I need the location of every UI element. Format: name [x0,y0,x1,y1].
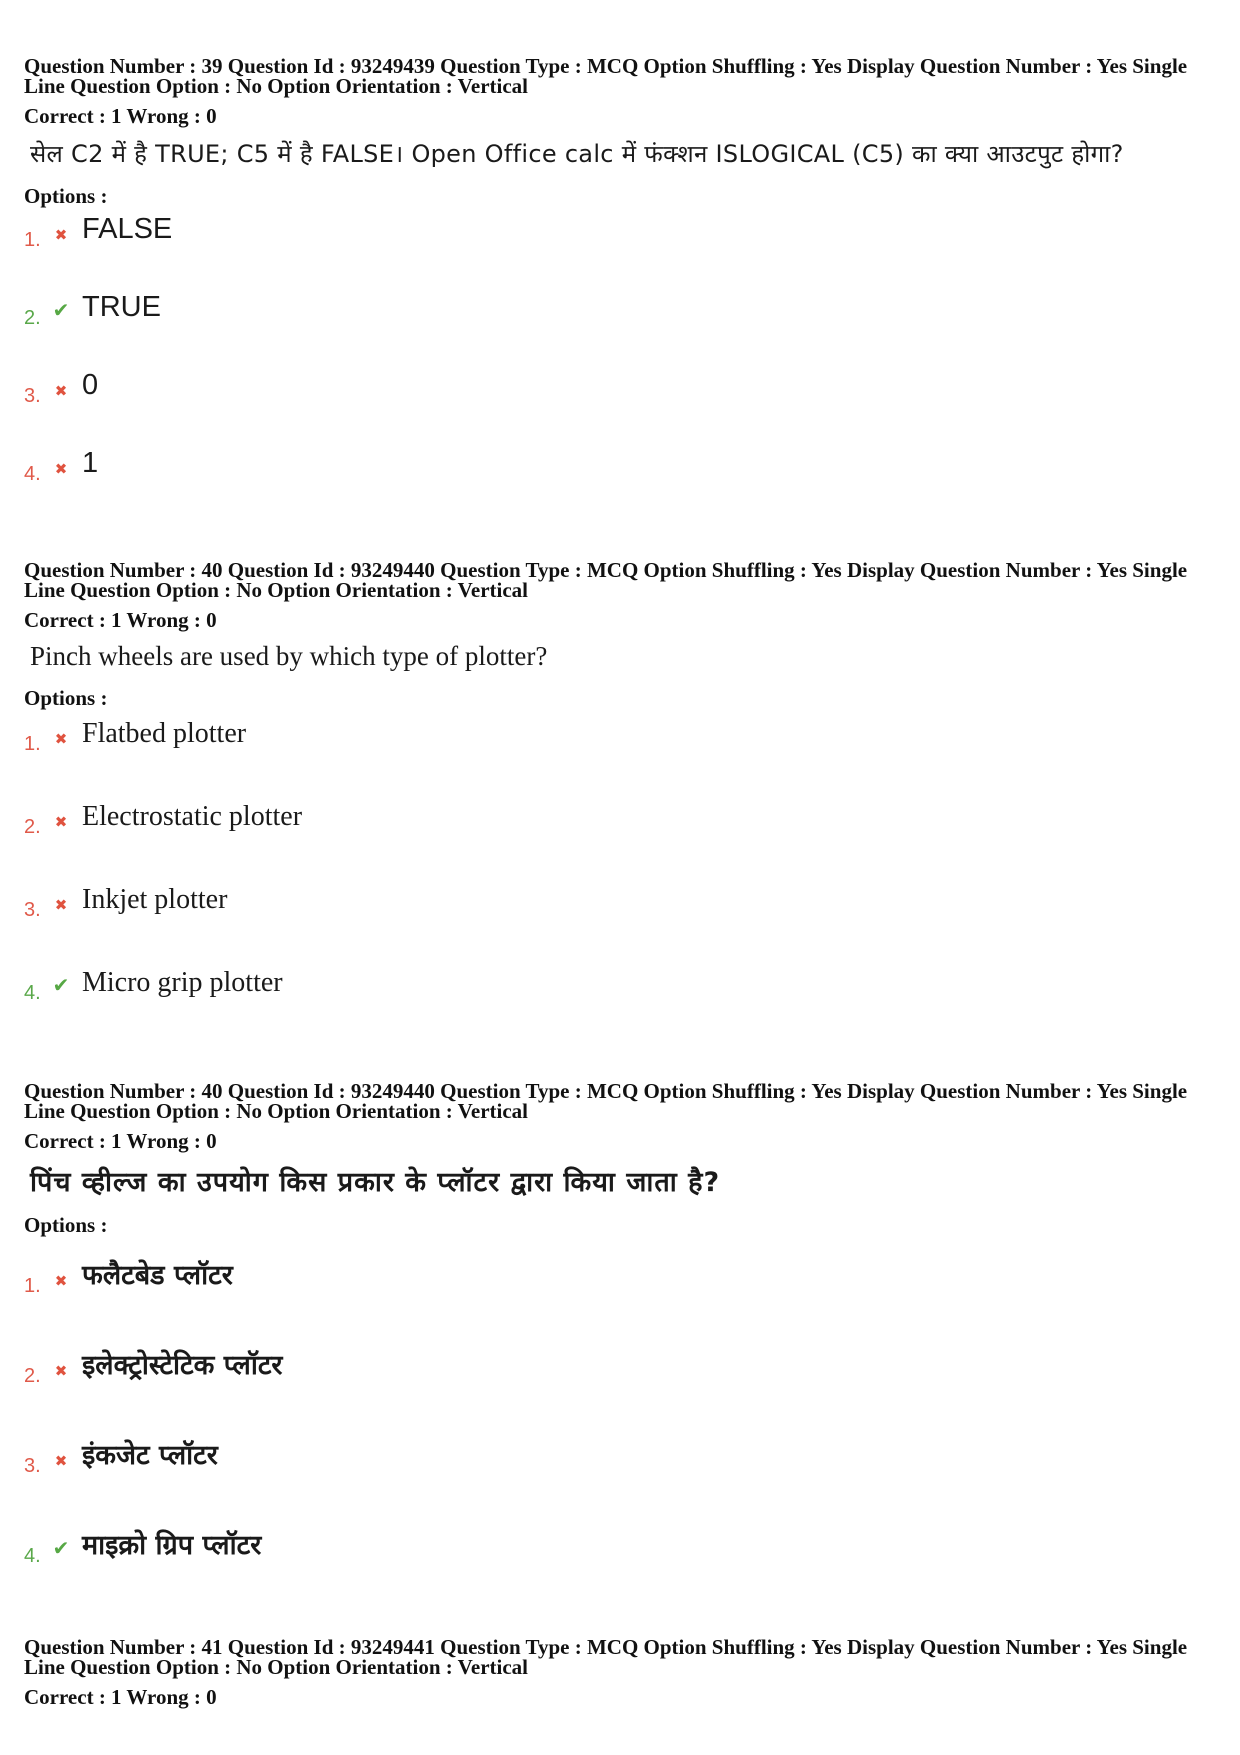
question-block-40-en [24,560,1220,711]
question-meta-line-2: Line Question Option : No Option Orientation : Vertical [24,74,529,98]
option-2 [24,799,302,839]
question-meta-line-2: Line Question Option : No Option Orientation : Vertical [24,1099,529,1123]
options-label: Options : [24,1213,108,1237]
cross-icon: ✖ [54,226,68,244]
option-number: 2. [24,307,41,329]
option-number: 4. [24,1545,41,1567]
question-block-40-hi [24,1081,1220,1238]
option-number: 4. [24,982,41,1004]
question-meta-line-1: Question Number : 39 Question Id : 93249439 Question Type : MCQ Option Shuffling : Yes Display Question Number : Yes Single [24,54,1188,78]
option-1 [24,716,246,756]
option-text: फलैटबेड प्लॉटर [82,1260,233,1291]
option-4 [24,1528,261,1568]
question-meta-line-1: Question Number : 40 Question Id : 93249440 Question Type : MCQ Option Shuffling : Yes Display Question Number : Yes Single [24,1079,1188,1103]
cross-icon: ✖ [54,460,68,478]
question-block-39 [24,56,1220,209]
cross-icon: ✖ [54,1362,68,1380]
question-meta [24,1081,1220,1121]
options-label: Options : [24,184,108,208]
option-text: Inkjet plotter [82,884,228,915]
question-text: Pinch wheels are used by which type of plotter? [30,641,548,671]
option-text: Micro grip plotter [82,967,283,998]
options-label: Options : [24,686,108,710]
question-meta-line-1: Question Number : 40 Question Id : 93249440 Question Type : MCQ Option Shuffling : Yes Display Question Number : Yes Single [24,558,1188,582]
score-info: Correct : 1 Wrong : 0 [24,1685,217,1709]
question-meta-line-2: Line Question Option : No Option Orientation : Vertical [24,1655,529,1679]
score-info: Correct : 1 Wrong : 0 [24,1129,217,1153]
option-3 [24,368,98,408]
option-4 [24,446,98,486]
cross-icon: ✖ [54,896,68,914]
question-block-41 [24,1637,1220,1710]
option-text: Flatbed plotter [82,718,247,749]
option-number: 4. [24,463,41,485]
option-2 [24,290,161,330]
option-2 [24,1348,282,1388]
cross-icon: ✖ [54,813,68,831]
question-meta [24,56,1220,96]
cross-icon: ✖ [54,1452,68,1470]
cross-icon: ✖ [54,1272,68,1290]
question-text: पिंच व्हील्ज का उपयोग किस प्रकार के प्लॉटर द्वारा किया जाता है? [30,1167,721,1198]
option-text: Electrostatic plotter [82,801,303,832]
option-4 [24,965,283,1005]
score-info: Correct : 1 Wrong : 0 [24,104,217,128]
option-1 [24,212,172,252]
option-text: 0 [82,369,99,401]
question-text: सेल C2 में है TRUE; C5 में है FALSE। Open Office calc में फंक्शन ISLOGICAL (C5) का क्या आउटपुट होगा? [30,140,1124,168]
option-text: माइक्रो ग्रिप प्लॉटर [82,1530,262,1561]
check-icon: ✔ [52,973,70,997]
option-text: इंकजेट प्लॉटर [82,1440,218,1471]
option-number: 1. [24,733,41,755]
question-meta [24,1637,1220,1677]
option-1 [24,1258,233,1298]
option-number: 3. [24,1455,41,1477]
option-text: 1 [82,447,99,479]
option-3 [24,882,227,922]
option-number: 3. [24,385,41,407]
option-3 [24,1438,218,1478]
cross-icon: ✖ [54,730,68,748]
question-meta-line-2: Line Question Option : No Option Orientation : Vertical [24,578,529,602]
option-number: 1. [24,229,41,251]
option-number: 1. [24,1275,41,1297]
check-icon: ✔ [52,1536,70,1560]
option-text: FALSE [82,213,173,245]
score-info: Correct : 1 Wrong : 0 [24,608,217,632]
question-meta-line-1: Question Number : 41 Question Id : 93249441 Question Type : MCQ Option Shuffling : Yes Display Question Number : Yes Single [24,1635,1188,1659]
option-number: 3. [24,899,41,921]
option-text: इलेक्ट्रोस्टेटिक प्लॉटर [82,1350,283,1381]
option-number: 2. [24,816,41,838]
check-icon: ✔ [52,298,70,322]
question-meta [24,560,1220,600]
option-number: 2. [24,1365,41,1387]
option-text: TRUE [82,291,161,323]
cross-icon: ✖ [54,382,68,400]
